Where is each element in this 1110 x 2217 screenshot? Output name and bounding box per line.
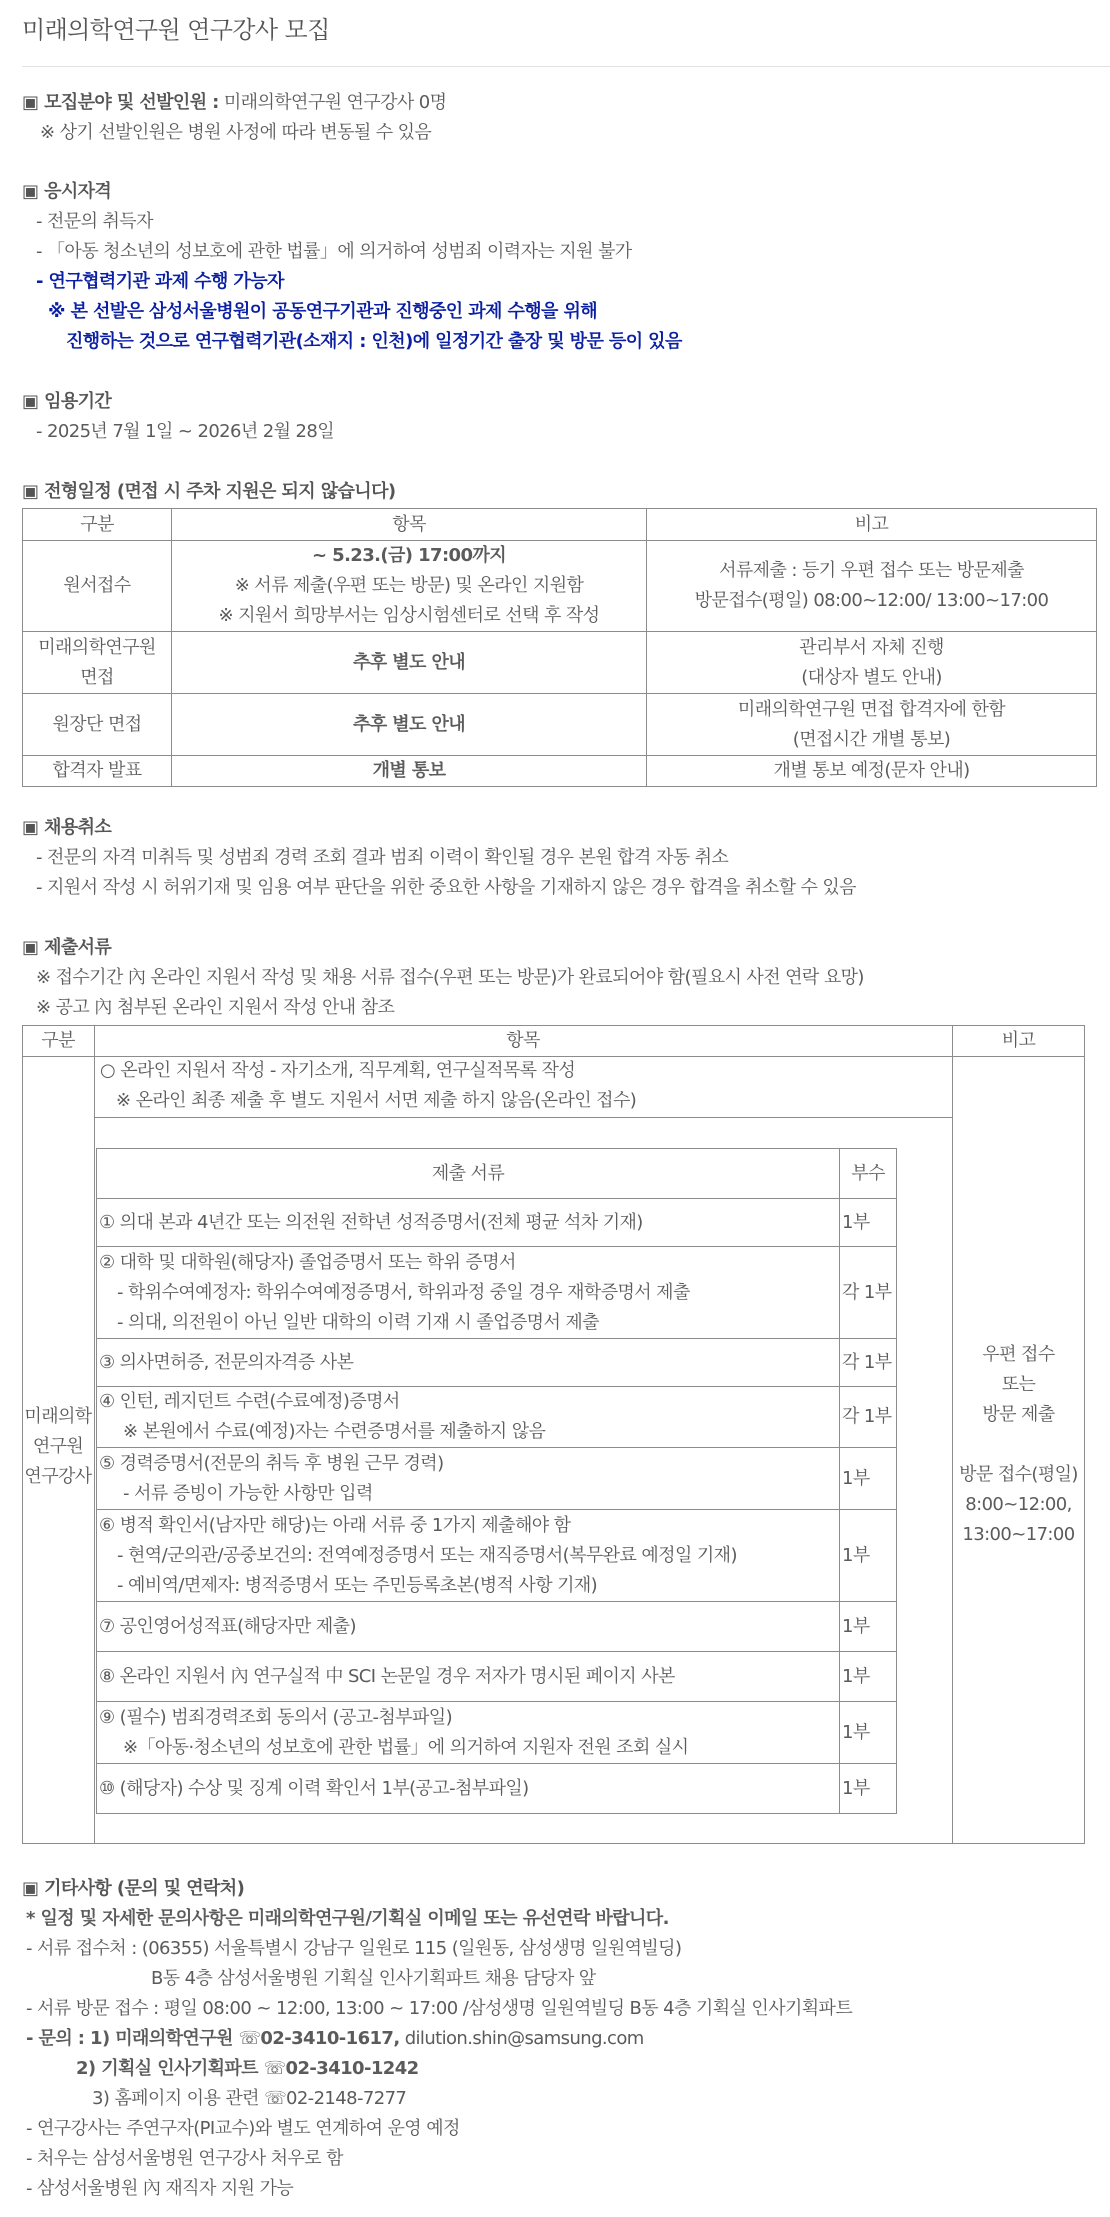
field-note: ※ 상기 선발인원은 병원 사정에 따라 변동될 수 있음	[40, 122, 432, 143]
document-item	[97, 1510, 840, 1602]
document-line: ④ 인턴, 레지던트 수련(수료예정)증명서	[99, 1391, 400, 1412]
schedule-remark: (대상자 별도 안내)	[801, 666, 942, 688]
document-line: ③ 의사면허증, 전문의자격증 사본	[99, 1351, 354, 1373]
document-row	[97, 1764, 897, 1814]
etc-item: - 연구강사는 주연구자(PI교수)와 별도 연계하여 운영 예정	[26, 2118, 460, 2139]
etc-contact	[26, 2024, 644, 2054]
remark-line: 우편 접수	[982, 1344, 1055, 1365]
documents-note: ※ 접수기간 內 온라인 지원서 작성 및 채용 서류 접수(우편 또는 방문)가 완료되어야 함(필요시 사전 연락 요망)	[36, 967, 864, 988]
online-application: ○ 온라인 지원서 작성 - 자기소개, 직무계획, 연구실적목록 작성	[100, 1060, 576, 1081]
documents-label: ▣ 제출서류	[22, 937, 112, 958]
document-line: ⑤ 경력증명서(전문의 취득 후 병원 근무 경력)	[99, 1452, 444, 1474]
online-application-note: ※ 온라인 최종 제출 후 별도 지원서 서면 제출 하지 않음(온라인 접수)	[116, 1090, 637, 1111]
schedule-note: ※ 지원서 희망부서는 임상시험센터로 선택 후 작성	[218, 605, 600, 626]
documents-col-divider	[94, 1025, 95, 1844]
documents-category	[22, 1402, 94, 1492]
category-line: 미래의학	[24, 1406, 92, 1427]
remark-line: 또는	[1001, 1374, 1036, 1395]
qualification-item: - 전문의 취득자	[36, 211, 153, 232]
document-line: ⑩ (해당자) 수상 및 징계 이력 확인서 1부(공고-첨부파일)	[99, 1777, 529, 1799]
schedule-header: 비고	[647, 509, 1097, 541]
etc-contact-main: - 문의 : 1) 미래의학연구원 ☏02-3410-1617,	[26, 2028, 400, 2049]
schedule-deadline: ~ 5.23.(금) 17:00까지	[312, 545, 506, 566]
remark-spacer	[952, 1430, 1085, 1460]
etc-item: - 처우는 삼성서울병원 연구강사 처우로 함	[26, 2148, 343, 2169]
schedule-row	[23, 632, 1097, 694]
period-label: ▣ 임용기간	[22, 391, 112, 412]
schedule-cell	[23, 632, 172, 694]
period-value: - 2025년 7월 1일 ~ 2026년 2월 28일	[36, 421, 335, 442]
etc-contact: 3) 홈페이지 이용 관련 ☏02-2148-7277	[92, 2088, 407, 2109]
document-count: 1부	[840, 1652, 897, 1702]
field-label: ▣ 모집분야 및 선발인원 :	[22, 92, 219, 113]
document-count: 각 1부	[840, 1387, 897, 1448]
document-count: 1부	[840, 1448, 897, 1510]
schedule-cell: 합격자 발표	[23, 756, 172, 787]
etc-visit: - 서류 방문 접수 : 평일 08:00 ~ 12:00, 13:00 ~ 17:00 /삼성생명 일원역빌딩 B동 4층 기획실 인사기획파트	[26, 1998, 853, 2019]
document-subline: ※「아동·청소년의 성보호에 관한 법률」에 의거하여 지원자 전원 조회 실시	[123, 1736, 689, 1758]
document-item	[97, 1339, 840, 1387]
schedule-remark: 방문접수(평일) 08:00~12:00/ 13:00~17:00	[694, 590, 1049, 611]
document-list-header: 부수	[840, 1149, 897, 1199]
schedule-header: 항목	[172, 509, 647, 541]
page-title: 미래의학연구원 연구강사 모집	[22, 16, 330, 44]
document-item	[97, 1602, 840, 1652]
document-line: ① 의대 본과 4년간 또는 의전원 전학년 성적증명서(전체 평균 석차 기재)	[99, 1211, 643, 1233]
document-row	[97, 1652, 897, 1702]
cancel-item: - 전문의 자격 미취득 및 성범죄 경력 조회 결과 범죄 이력이 확인될 경우 본원 합격 자동 취소	[36, 847, 729, 868]
schedule-remark: 미래의학연구원 면접 합격자에 한함	[737, 698, 1006, 720]
document-row	[97, 1702, 897, 1764]
document-row	[97, 1199, 897, 1247]
schedule-cell: 추후 별도 안내	[172, 632, 647, 694]
schedule-header: 구분	[23, 509, 172, 541]
document-row	[97, 1387, 897, 1448]
document-line: ② 대학 및 대학원(해당자) 졸업증명서 또는 학위 증명서	[99, 1251, 516, 1273]
document-row	[97, 1602, 897, 1652]
etc-item: - 삼성서울병원 內 재직자 지원 가능	[26, 2178, 294, 2199]
schedule-cell: 개별 통보 예정(문자 안내)	[647, 756, 1097, 787]
document-subline: - 학위수여예정자: 학위수여예정증명서, 학위과정 중일 경우 재학증명서 제출	[117, 1281, 690, 1303]
document-row	[97, 1339, 897, 1387]
documents-header: 비고	[1001, 1030, 1036, 1051]
document-list-header-row	[97, 1149, 897, 1199]
schedule-cell	[172, 541, 647, 632]
document-count: 1부	[840, 1764, 897, 1814]
document-subline: - 현역/군의관/공중보건의: 전역예정증명서 또는 재직증명서(복무완료 예정일 기재)	[117, 1544, 737, 1566]
qualification-blue-note: ※ 본 선발은 삼성서울병원이 공동연구기관과 진행중인 과제 수행을 위해	[48, 301, 598, 322]
field-line	[22, 88, 446, 118]
schedule-cell	[647, 541, 1097, 632]
schedule-cell: 원서접수	[23, 541, 172, 632]
document-count: 각 1부	[840, 1247, 897, 1339]
etc-address: B동 4층 삼성서울병원 기획실 인사기획파트 채용 담당자 앞	[151, 1968, 596, 1989]
etc-address: - 서류 접수처 : (06355) 서울특별시 강남구 일원로 115 (일원동, 삼성생명 일원역빌딩)	[26, 1938, 682, 1959]
documents-row-divider	[94, 1117, 952, 1118]
schedule-header-row	[23, 509, 1097, 541]
remark-line: 방문 접수(평일)	[959, 1464, 1078, 1485]
qualification-blue-note: 진행하는 것으로 연구협력기관(소재지 : 인천)에 일정기간 출장 및 방문 등이 있음	[66, 331, 682, 352]
document-line: ⑦ 공인영어성적표(해당자만 제출)	[99, 1615, 356, 1637]
schedule-stage: 미래의학연구원	[38, 636, 156, 658]
document-line: ⑧ 온라인 지원서 內 연구실적 中 SCI 논문일 경우 저자가 명시된 페이지 사본	[99, 1665, 675, 1687]
document-subline: - 의대, 의전원이 아닌 일반 대학의 이력 기재 시 졸업증명서 제출	[117, 1311, 599, 1333]
document-count: 1부	[840, 1199, 897, 1247]
document-subline: ※ 본원에서 수료(예정)자는 수련증명서를 제출하지 않음	[123, 1421, 546, 1442]
schedule-cell	[647, 632, 1097, 694]
remark-line: 8:00~12:00,	[965, 1494, 1072, 1515]
document-list-table	[96, 1148, 897, 1814]
document-subline: - 예비역/면제자: 병적증명서 또는 주민등록초본(병적 사항 기재)	[117, 1574, 598, 1596]
schedule-cell	[647, 694, 1097, 756]
remark-line: 13:00~17:00	[962, 1524, 1075, 1545]
schedule-row	[23, 756, 1097, 787]
documents-remark	[952, 1340, 1085, 1550]
document-count: 1부	[840, 1702, 897, 1764]
schedule-table	[22, 508, 1097, 787]
document-count: 1부	[840, 1510, 897, 1602]
document-count: 1부	[840, 1602, 897, 1652]
etc-contact: 2) 기획실 인사기획파트 ☏02-3410-1242	[76, 2058, 419, 2079]
schedule-note: ※ 서류 제출(우편 또는 방문) 및 온라인 지원함	[234, 575, 584, 596]
field-value: 미래의학연구원 연구강사 0명	[218, 92, 447, 113]
document-line: ⑨ (필수) 범죄경력조회 동의서 (공고-첨부파일)	[99, 1706, 453, 1728]
qualification-label: ▣ 응시자격	[22, 181, 112, 202]
cancel-label: ▣ 채용취소	[22, 817, 112, 838]
document-item	[97, 1199, 840, 1247]
document-item	[97, 1702, 840, 1764]
schedule-label: ▣ 전형일정 (면접 시 주차 지원은 되지 않습니다)	[22, 481, 396, 502]
schedule-row	[23, 694, 1097, 756]
schedule-cell: 원장단 면접	[23, 694, 172, 756]
documents-header: 구분	[41, 1030, 75, 1051]
qualification-blue-item: - 연구협력기관 과제 수행 가능자	[36, 271, 284, 292]
document-line: ⑥ 병적 확인서(남자만 해당)는 아래 서류 중 1가지 제출해야 함	[99, 1514, 571, 1536]
etc-contact-email: dilution.shin@samsung.com	[399, 2028, 644, 2049]
document-item	[97, 1764, 840, 1814]
document-list-header: 제출 서류	[97, 1149, 840, 1199]
remark-line: 방문 제출	[982, 1404, 1055, 1425]
category-line: 연구원	[32, 1436, 84, 1457]
document-row	[97, 1247, 897, 1339]
document-item	[97, 1387, 840, 1448]
document-row	[97, 1510, 897, 1602]
schedule-remark: (면접시간 개별 통보)	[792, 728, 951, 750]
document-count: 각 1부	[840, 1339, 897, 1387]
schedule-remark: 서류제출 : 등기 우편 접수 또는 방문제출	[719, 560, 1024, 581]
etc-label: ▣ 기타사항 (문의 및 연락처)	[22, 1878, 245, 1899]
document-subline: - 서류 증빙이 가능한 사항만 입력	[123, 1482, 373, 1504]
category-line: 연구강사	[24, 1466, 92, 1487]
documents-note: ※ 공고 內 첨부된 온라인 지원서 작성 안내 참조	[36, 997, 395, 1018]
etc-notice: * 일정 및 자세한 문의사항은 미래의학연구원/기획실 이메일 또는 유선연락 바랍니다.	[26, 1908, 669, 1929]
document-item	[97, 1247, 840, 1339]
schedule-cell: 추후 별도 안내	[172, 694, 647, 756]
document-row	[97, 1448, 897, 1510]
documents-header: 항목	[506, 1030, 540, 1051]
document-item	[97, 1448, 840, 1510]
schedule-row	[23, 541, 1097, 632]
qualification-item: - 「아동 청소년의 성보호에 관한 법률」에 의거하여 성범죄 이력자는 지원 불가	[36, 241, 632, 262]
title-divider	[22, 66, 1110, 67]
schedule-cell: 개별 통보	[172, 756, 647, 787]
schedule-remark: 관리부서 자체 진행	[799, 636, 944, 658]
document-item	[97, 1652, 840, 1702]
schedule-stage: 면접	[80, 666, 114, 688]
cancel-item: - 지원서 작성 시 허위기재 및 임용 여부 판단을 위한 중요한 사항을 기재하지 않은 경우 합격을 취소할 수 있음	[36, 877, 856, 898]
